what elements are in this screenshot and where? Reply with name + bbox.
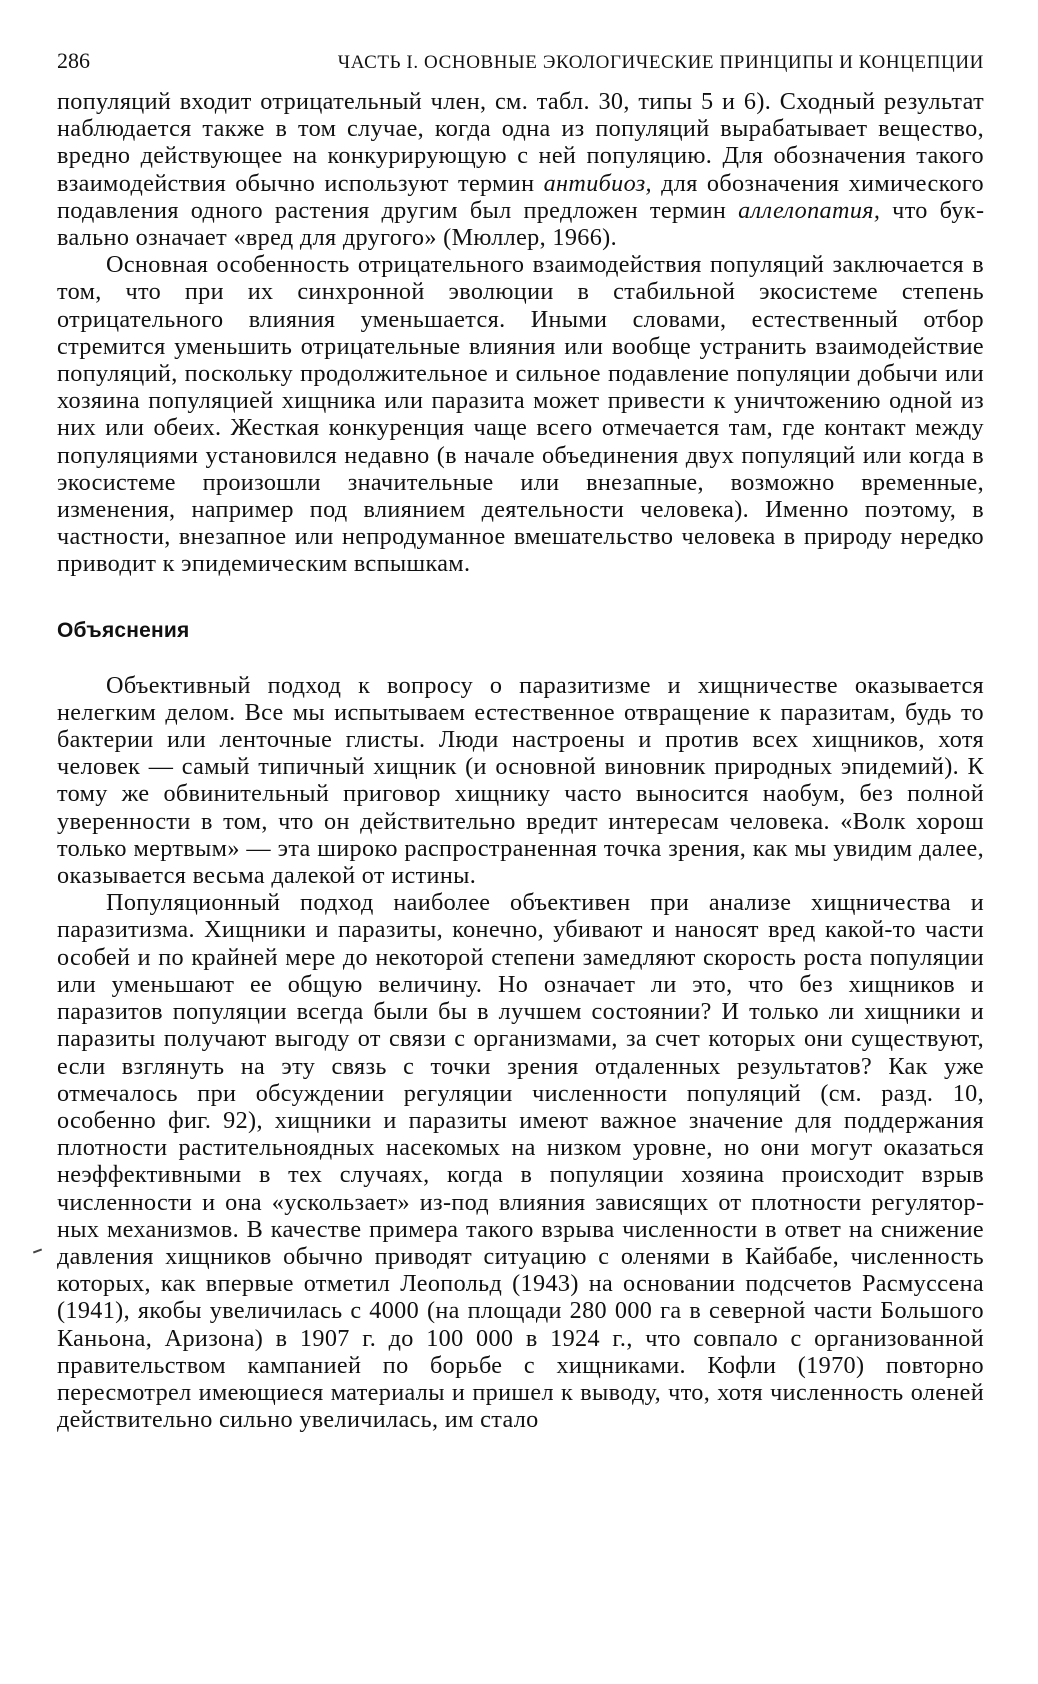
book-page bbox=[57, 48, 984, 1433]
section-heading: Объяснения bbox=[57, 618, 190, 642]
paragraph-continued bbox=[57, 88, 984, 251]
page-number: 286 bbox=[57, 48, 90, 73]
term-allelopathy: аллелопатия, bbox=[738, 196, 881, 224]
paragraph-text: что буквально означает «вред для другого» (Мюллер, 1966). bbox=[57, 196, 984, 252]
paragraph-population-approach: Популяционный подход наиболее объективен при анализе хищничества и паразитизма. Хищники и паразиты, конечно, убивают и наносят вред какой-то части особей и по крайней мере до некоторой степени замедляют скорость роста популяции или уменьшают ее общую величину. Но означает ли это, что без хищников и паразитов популяции всегда были бы в лучшем состоянии? И только ли хищники и паразиты получают выгоду от связи с организмами, за счет которых они существуют, если взглянуть на эту связь с точки зрения отдаленных результатов? Как уже отмечалось при обсуждении регуляции численности популяций (см. разд. 10, особенно фиг. 92), хищники и паразиты имеют важное значение для поддержания плотности растительноядных насекомых на низком уровне, но они могут оказаться неэффективными в тех случаях, когда в популяции хозяина происходит взрыв численности и она «ускользает» из-под влияния зависящих от плотности регуляторных механизмов. В качестве примера такого взрыва численности в ответ на снижение давления хищников обычно приводят ситуацию с оленями в Кайбабе, численность которых, как впервые отметил Леопольд (1943) на основании подсчетов Расмуссена (1941), якобы увеличилась с 4000 (на площади 280 000 га в северной части Большого Каньона, Аризона) в 1907 г. до 100 000 в 1924 г., что совпало с организованной правительством кампанией по борьбе с хищниками. Кофли (1970) повторно пересмотрел имеющиеся материалы и пришел к выводу, что, хотя численность оленей действительно сильно увеличилась, им стало bbox=[57, 889, 984, 1434]
running-title: ЧАСТЬ I. ОСНОВНЫЕ ЭКОЛОГИЧЕСКИЕ ПРИНЦИПЫ И КОНЦЕПЦИИ bbox=[337, 52, 984, 73]
term-antibiosis: антибиоз, bbox=[543, 169, 652, 197]
paragraph-negative-interaction: Основная особенность отрицательного взаимодействия популяций заключается в том, что при их синхронной эволюции в стабильной экосистеме степень отрицательного влияния уменьшается. Иными словами, естественный отбор стремится уменьшить отрицательные влияния или вообще устранить взаимодействие популяций, поскольку продолжительное и сильное подавление популяции добычи или хозяина популяцией хищника или паразита может привести к уничтожению одной из них или обеих. Жесткая конкуренция чаще всего отмечается там, где контакт между популяциями установился недавно (в начале объединения двух популяций или когда в экосистеме произошли значительные или внезапные, возможно временные, изменения, например под влиянием деятельности человека). Именно поэтому, в частности, внезапное или непродуманное вмешательство человека в природу нередко приводит к эпидемическим вспышкам. bbox=[57, 251, 984, 578]
paragraph-text: для обозначения химического подавления одного растения другим был предложен термин bbox=[57, 169, 985, 224]
paragraph-objective-approach: Объективный подход к вопросу о паразитизме и хищничестве оказывается нелегким делом. Все мы испытываем естественное отвращение к паразитам, будь то бактерии или ленточные глисты. Люди настроены и против всех хищников, хотя человек — самый типичный хищник (и основной виновник природных эпидемий). К тому же обвинительный приговор хищнику часто выносится наобум, без полной уверенности в том, что он действительно вредит интересам человека. «Волк хорош только мертвым» — эта широко распространенная точка зрения, как мы увидим далее, оказывается весьма далекой от истины. bbox=[57, 671, 984, 890]
paragraph-text: популяций входит отрицательный член, см. табл. 30, типы 5 и 6). Сходный результат наблюдается также в том случае, когда одна из популяций вырабатывает вещество, вредно действующее на конкурирующую с ней популяцию. Для обозначения такого взаимодействия обычно используют термин bbox=[57, 88, 984, 197]
margin-mark bbox=[33, 1249, 42, 1254]
running-head bbox=[57, 48, 984, 74]
